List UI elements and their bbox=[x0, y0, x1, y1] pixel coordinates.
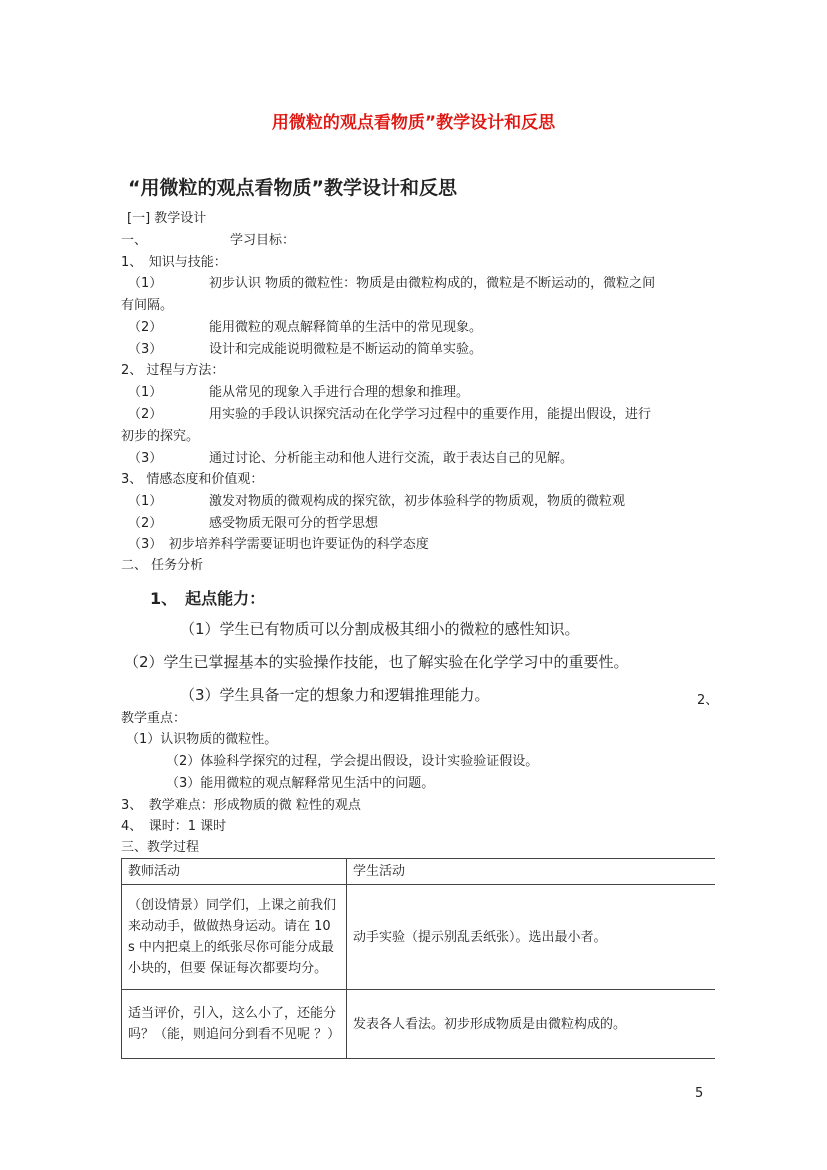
section-label: [一] 教学设计 bbox=[127, 211, 207, 226]
task-analysis-heading: 二、 任务分析 bbox=[121, 558, 204, 573]
list-item: 初步认识 物质的微粒性：物质是由微粒构成的，微粒是不断运动的，微粒之间 bbox=[209, 276, 656, 291]
table-row bbox=[122, 885, 716, 990]
knowledge-heading: 1、 知识与技能： bbox=[121, 255, 227, 270]
goal-number: 一、 bbox=[121, 233, 148, 248]
ability-item: （2）学生已掌握基本的实验操作技能，也了解实验在化学学习中的重要性。 bbox=[124, 653, 629, 671]
list-number: （1） bbox=[128, 494, 163, 509]
start-ability-heading: 1、 起点能力： bbox=[150, 589, 266, 608]
column-header-teacher: 教师活动 bbox=[122, 859, 347, 885]
list-item-continuation: 初步的探究。 bbox=[121, 429, 200, 444]
list-item: 能用微粒的观点解释简单的生活中的常见现象。 bbox=[209, 320, 483, 335]
process-section-heading: 三、教学过程 bbox=[121, 840, 200, 855]
attitude-heading: 3、 情感态度和价值观： bbox=[121, 472, 264, 487]
side-number: 2、 bbox=[697, 693, 719, 708]
ability-item: （1）学生已有物质可以分割成极其细小的微粒的感性知识。 bbox=[180, 620, 580, 638]
list-number: （2） bbox=[128, 516, 163, 531]
process-heading: 2、 过程与方法： bbox=[121, 363, 225, 378]
list-number: （1） bbox=[128, 385, 163, 400]
list-number: （3） bbox=[128, 451, 163, 466]
teaching-process-table bbox=[121, 858, 715, 1059]
student-activity-cell: 发表各人看法。初步形成物质是由微粒构成的。 bbox=[347, 990, 716, 1059]
header-title: 用微粒的观点看物质”教学设计和反思 bbox=[271, 113, 556, 133]
page-number: 5 bbox=[695, 1086, 704, 1101]
table-row bbox=[122, 990, 716, 1059]
focus-heading: 教学重点： bbox=[121, 711, 187, 726]
list-item: 能从常见的现象入手进行合理的想象和推理。 bbox=[209, 385, 470, 400]
table-header-row bbox=[122, 859, 716, 885]
hours-line: 4、 课时：1 课时 bbox=[121, 819, 227, 834]
list-item: 通过讨论、分析能主动和他人进行交流，敢于表达自己的见解。 bbox=[209, 451, 574, 466]
list-item-continuation: 有间隔。 bbox=[121, 298, 174, 313]
list-number: （2） bbox=[128, 407, 163, 422]
teacher-activity-cell: 适当评价，引入，这么小了，还能分吗？（能，则追问分到看不见呢 ？） bbox=[122, 990, 347, 1059]
focus-item: （1）认识物质的微粒性。 bbox=[126, 732, 278, 747]
list-number: （3） bbox=[128, 342, 163, 357]
list-item: 用实验的手段认识探究活动在化学学习过程中的重要作用，能提出假设，进行 bbox=[209, 407, 652, 422]
list-item: （3） 初步培养科学需要证明也许要证伪的科学态度 bbox=[128, 537, 429, 552]
ability-item: （3）学生具备一定的想象力和逻辑推理能力。 bbox=[180, 686, 490, 704]
student-activity-cell: 动手实验（提示别乱丢纸张）。选出最小者。 bbox=[347, 885, 716, 990]
column-header-student: 学生活动 bbox=[347, 859, 716, 885]
difficulty-line: 3、 教学难点：形成物质的微 粒性的观点 bbox=[121, 798, 361, 813]
list-number: （1） bbox=[128, 276, 163, 291]
document-title: “用微粒的观点看物质”教学设计和反思 bbox=[128, 177, 457, 199]
focus-item: （3）能用微粒的观点解释常见生活中的问题。 bbox=[166, 776, 435, 791]
list-number: （2） bbox=[128, 320, 163, 335]
focus-item: （2）体验科学探究的过程，学会提出假设，设计实验验证假设。 bbox=[166, 754, 539, 769]
teacher-activity-cell: （创设情景）同学们，上课之前我们来动动手，做做热身运动。请在 10 s 中内把桌上的纸张尽你可能分成最小块的，但要 保证每次都要均分。 bbox=[122, 885, 347, 990]
list-item: 感受物质无限可分的哲学思想 bbox=[209, 516, 379, 531]
goal-heading: 学习目标： bbox=[230, 233, 296, 248]
list-item: 设计和完成能说明微粒是不断运动的简单实验。 bbox=[209, 342, 483, 357]
list-item: 激发对物质的微观构成的探究欲，初步体验科学的物质观，物质的微粒观 bbox=[209, 494, 626, 509]
